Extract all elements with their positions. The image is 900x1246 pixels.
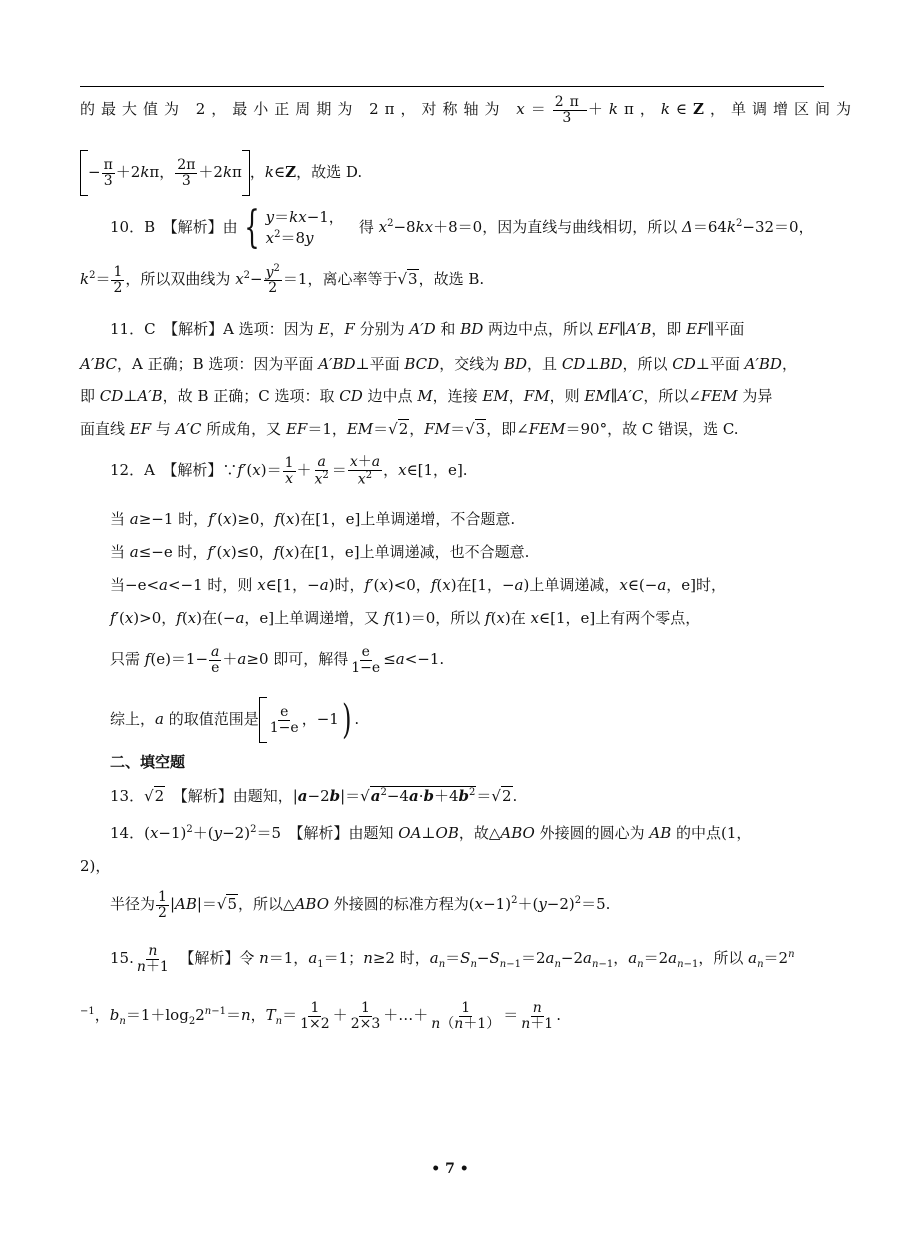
line-13: f′(x)>0，f(x)在(−a，e]上单调递增，又 f(1)＝0，所以 f(x)在 x∈[1，e]上有两个零点， [110, 609, 701, 627]
line-16: 13．√2 【解析】由题知，$|a-2b|=√a^2-4a\cdot b+4b^2=√2$. [110, 787, 518, 805]
line-7: 即 CD⊥A′B，故 B 正确；C 选项：取 CD 边中点 M，连接 EM，FM，则 EM∥A′C，所以∠FEM 为异 [80, 387, 773, 405]
line-1: 的最大值为 2，最小正周期为 2π，对称轴为 x＝ $\frac{2\pi}{3}$ ＋kπ，k∈Z，单调增区间为 [80, 94, 857, 126]
line-2: − $\frac{\pi}{3}$ ＋2kπ， $\frac{2\pi}{3}$ ＋2kπ ，k∈Z，故选 D. [80, 150, 362, 196]
line-14: 只需 f(e)＝1− $\frac{a}{e}$ ＋a≥0 即可，解得 $\frac{e}{1-e}$ ≤a<−1. [110, 644, 445, 676]
line-20: 15. $\frac{n}{n+1}$ 【解析】令 n＝1，$a_1=1$；n≥2 时，$a_n=S_n-S_{n-1}=2a_n-2a_{n-1}$，$a_n=2a_{n-1}$，所以 $a_n=2^n$ [110, 943, 795, 975]
line-9: 12．A 【解析】∵f′(x)＝ $\frac{1}{x}$ ＋ $\frac{a}{x^2}$ ＝ $\frac{x+a}{x^2}$ ，x∈[1，e]. [110, 454, 468, 488]
line-17: 14．$(x-1)^2+(y-2)^2=5$ 【解析】由题知 OA⊥OB，故△ABO 外接圆的圆心为 AB 的中点(1， [110, 824, 752, 842]
header-rule [80, 86, 824, 87]
line-18: 2)， [80, 857, 111, 875]
line-4: $k^2=$ $\frac{1}{2}$ ，所以双曲线为 $x^2-$ $\frac{y^2}{2}$ ＝1，离心率等于√3，故选 B. [80, 263, 485, 297]
line-5: 11．C 【解析】A 选项：因为 E，F 分别为 A′D 和 BD 两边中点，所以 EF∥A′B，即 EF∥平面 [110, 320, 745, 338]
line-3: 10．B 【解析】由 { y＝kx−1， $x^2=8y$ 得 $x^2-8kx+8=0$，因为直线与曲线相切，所以 $\Delta=64k^2-32=0$， [110, 202, 814, 253]
section-heading-fill-in: 二、填空题 [110, 753, 186, 771]
line-19: 半径为 $\frac{1}{2}$ |AB|＝√5，所以△ABO 外接圆的标准方程为$(x-1)^2+(y-2)^2=5$. [110, 889, 611, 921]
line-11: 当 a≤−e 时，f′(x)≤0，f(x)在[1，e]上单调递减，也不合题意. [110, 543, 530, 561]
line-6: A′BC，A 正确；B 选项：因为平面 A′BD⊥平面 BCD，交线为 BD，且 CD⊥BD，所以 CD⊥平面 A′BD， [80, 355, 797, 373]
line-10: 当 a≥−1 时，f′(x)≥0，f(x)在[1，e]上单调递增，不合题意. [110, 510, 516, 528]
line-12: 当−e<a<−1 时，则 x∈[1，−a)时，f′(x)<0，f(x)在[1，−a)上单调递减，x∈(−a，e]时， [110, 576, 727, 594]
line-15: 综上，a 的取值范围是 $\frac{e}{1-e}$ ，−1) . [110, 697, 360, 743]
line-8: 面直线 EF 与 A′C 所成角，又 EF＝1，EM＝√2，FM＝√3，即∠FEM＝90°，故 C 错误，选 C. [80, 420, 739, 438]
line-21: $^{-1}$，$b_n=1+\log_22^{n-1}=n$，$T_n=$ $\frac{1}{1\times 2}$ ＋ $\frac{1}{2\times 3}$ ＋…＋ $\frac{1}{n(n+1)}$ ＝ $\frac{n}{n+1}$ . [80, 1000, 561, 1032]
page-number: • 7 • [431, 1161, 469, 1177]
